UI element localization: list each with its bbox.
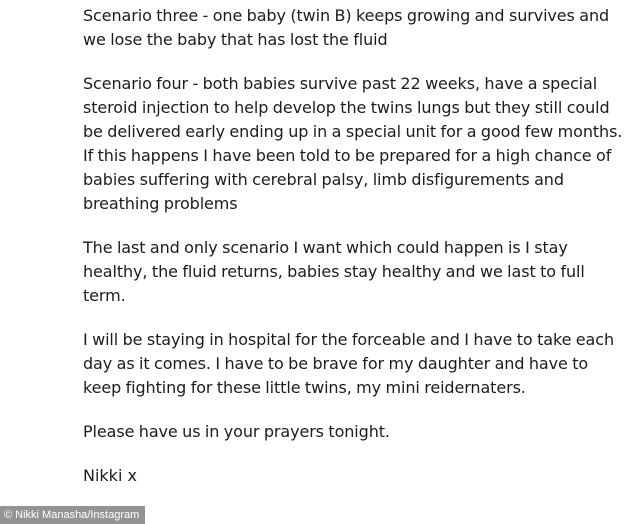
post-paragraph: Scenario three - one baby (twin B) keeps growing and survives and we lose the baby that has lost the fluid	[83, 6, 610, 49]
post-paragraph: The last and only scenario I want which could happen is I stay healthy, the fluid returns, babies stay healthy and we last to full term.	[83, 238, 585, 305]
post-paragraph: Scenario four - both babies survive past 22 weeks, have a special steroid injection to help develop the twins lungs but they still could be delivered early ending up in a special unit for a good few months. If this happens I have been told to be prepared for a high chance of babies suffering with cerebral palsy, limb disfigurements and breathing problems	[83, 74, 623, 213]
image-credit: © Nikki Manasha/Instagram	[0, 506, 145, 524]
post-signoff: Nikki x	[83, 466, 137, 485]
post-paragraph: Please have us in your prayers tonight.	[83, 422, 390, 441]
post-text-body	[83, 4, 628, 488]
post-paragraph: I will be staying in hospital for the forceable and I have to take each day as it comes. I have to be brave for my daughter and have to keep fighting for these little twins, my mini reidernaters.	[83, 330, 614, 397]
